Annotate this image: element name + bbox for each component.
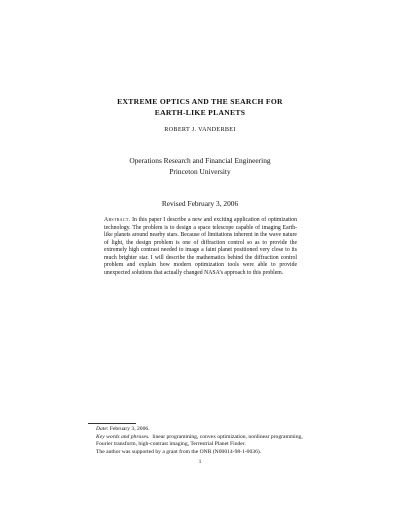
footnotes	[88, 426, 316, 456]
title-line-1: EXTREME OPTICS AND THE SEARCH FOR	[117, 97, 283, 106]
footnote-date-label: Date	[96, 426, 107, 432]
page-number: 1	[198, 459, 202, 465]
footnote-grant: The author was supported by a grant from the ONR (N00014-98-1-0036).	[96, 448, 262, 455]
footnote-date-value: : February 3, 2006.	[106, 426, 150, 432]
affiliation-line-1: Operations Research and Financial Engineering	[129, 156, 271, 165]
footnote-rule	[88, 423, 136, 424]
title-line-2: EARTH-LIKE PLANETS	[154, 107, 246, 117]
author-name: ROBERT J. VANDERBEI	[164, 126, 236, 133]
affiliation	[60, 156, 340, 177]
footnote-keywords-label: Key words and phrases.	[96, 433, 150, 440]
footnote-date	[88, 426, 316, 434]
paper-title	[60, 97, 340, 118]
affiliation-line-2: Princeton University	[169, 166, 231, 176]
abstract	[104, 217, 297, 277]
revised-date: Revised February 3, 2006	[161, 199, 239, 208]
abstract-text: In this paper I describe a new and exciting application of optimization technology. The problem is to design a space telescope capable of imaging Earth-like planets around nearby stars. Because of limitations inherent in the wave nature of light, the design problem is one of diffraction control so as to provide the extremely high contrast needed to image a faint planet positioned very close to its much brighter star. I will describe the mathematics behind the diffraction control problem and explain how modern optimization tools were able to provide unexpected solutions that actually changed NASA’s approach to this problem.	[104, 217, 298, 276]
abstract-label: Abstract.	[104, 217, 131, 223]
footnote-keywords	[88, 434, 316, 449]
footnote-keywords-value: linear programming, convex optimization, nonlinear programming, Fourier transform, high-contrast imaging, Terrestrial Planet Finder.	[96, 433, 303, 448]
